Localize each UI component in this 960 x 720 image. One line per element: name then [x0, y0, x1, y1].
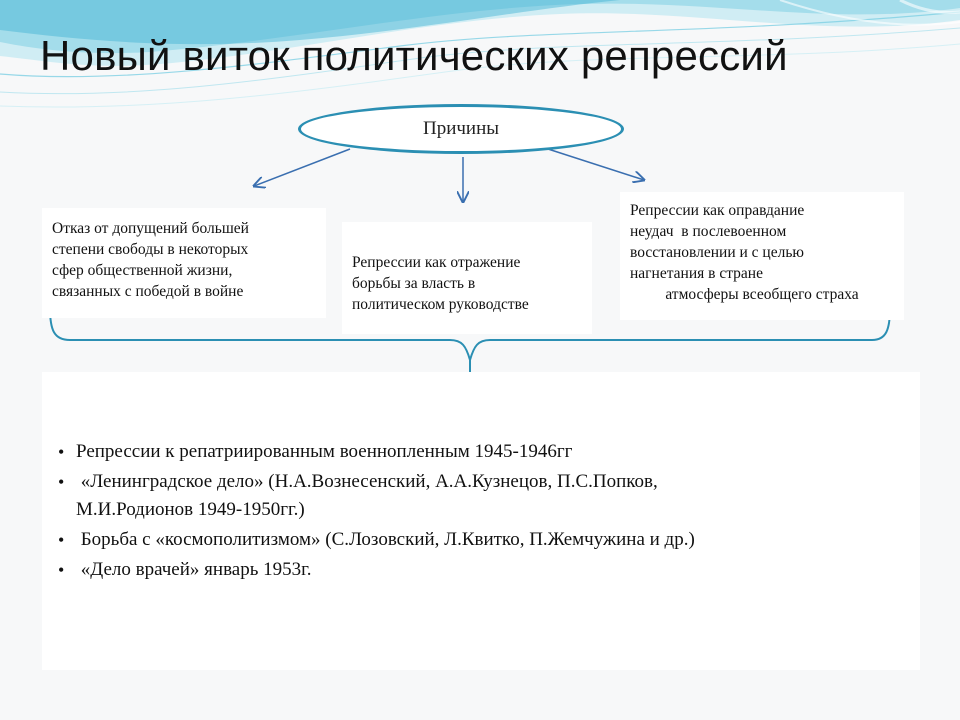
cause-box-freedom [42, 208, 326, 318]
cause-2-line: политическом руководстве [352, 296, 529, 313]
cause-2-line: борьбы за власть в [352, 275, 476, 292]
cause-1-line: Отказ от допущений большей [52, 220, 249, 237]
arrow-left [254, 149, 350, 186]
cause-box-justification [620, 192, 904, 320]
cause-2-line: Репрессии как отражение [352, 254, 521, 271]
cause-3-line: Репрессии как оправдание [630, 202, 805, 219]
cause-3-line: неудач в послевоенном [630, 223, 787, 240]
causes-ellipse [298, 104, 624, 154]
cause-3-line: атмосферы всеобщего страха [665, 286, 859, 303]
arrow-right [548, 149, 644, 180]
cause-1-line: сфер общественной жизни, [52, 262, 233, 279]
repressions-list-panel [42, 372, 920, 670]
causes-label: Причины [422, 118, 500, 139]
cause-3-line: восстановлении и с целью [630, 244, 804, 261]
list-item: • «Дело врачей» январь 1953г. [54, 556, 900, 584]
slide-title: Новый виток политических репрессий [40, 32, 788, 79]
cause-1-line: степени свободы в некоторых [52, 241, 249, 258]
cause-3-line: нагнетания в стране [630, 265, 763, 282]
repressions-list [54, 438, 900, 584]
list-item: • Репрессии к репатриированным военнопленным 1945-1946гг [54, 438, 900, 466]
list-item: • Борьба с «космополитизмом» (С.Лозовский, Л.Квитко, П.Жемчужина и др.) [54, 526, 900, 554]
cause-box-power-struggle [342, 222, 592, 334]
list-item: • «Ленинградское дело» (Н.А.Вознесенский, А.А.Кузнецов, П.С.Попков, М.И.Родионов 1949-1950гг.) [54, 468, 900, 524]
cause-1-line: связанных с победой в войне [52, 283, 244, 300]
